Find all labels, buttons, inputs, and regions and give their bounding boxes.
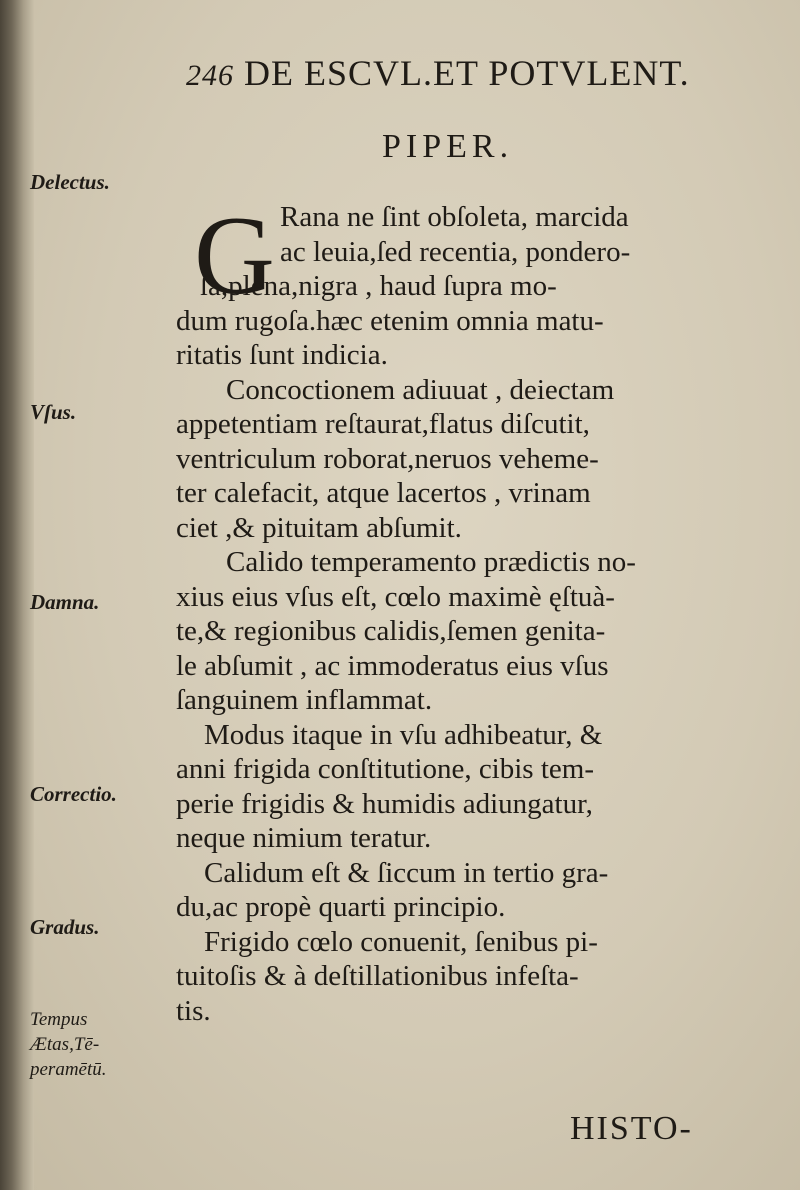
text-line: ac leuia,ſed recentia, pondero-: [280, 235, 631, 268]
margin-note-correctio: Correctio.: [30, 782, 117, 806]
page-gutter: [0, 0, 34, 1190]
text-line: xius eius vſus eſt, cœlo maximè ęſtuà-: [176, 580, 615, 613]
body-text: [176, 194, 736, 1028]
text-line: ventriculum roborat,neruos veheme-: [176, 442, 599, 475]
text-line: perie frigidis & humidis adiungatur,: [176, 787, 593, 820]
text-line: ritatis ſunt indicia.: [176, 339, 388, 371]
margin-note-gradus: Gradus.: [30, 915, 100, 939]
text-line: du,ac propè quarti principio.: [176, 891, 506, 923]
text-line: Frigido cœlo conuenit, ſenibus pi-: [204, 925, 598, 958]
text-line: ſa,plena,nigra , haud ſupra mo-: [200, 270, 557, 302]
drop-cap: G: [194, 194, 275, 318]
margin-note-temperamentum: peramētū.: [30, 1059, 107, 1080]
catchword: HISTO-: [570, 1110, 693, 1147]
text-line: neque nimium teratur.: [176, 822, 432, 854]
margin-note-usus: Vſus.: [30, 400, 77, 424]
text-line: ciet ,& pituitam abſumit.: [176, 511, 462, 544]
text-line: te,& regionibus calidis,ſemen genita-: [176, 615, 606, 647]
text-line: ter calefacit, atque lacertos , vrinam: [176, 477, 591, 509]
running-title: DE ESCVL.ET POTVLENT.: [244, 53, 690, 93]
text-line: ſanguinem inflammat.: [176, 684, 433, 716]
text-line: appetentiam reſtaurat,flatus diſcutit,: [176, 408, 590, 440]
margin-note-delectus: Delectus.: [30, 170, 110, 194]
text-line: le abſumit , ac immoderatus eius vſus: [176, 649, 609, 682]
text-line: Calidum eſt & ſiccum in tertio gra-: [204, 856, 609, 889]
text-line: Rana ne ſint obſoleta, marcida: [280, 201, 629, 233]
page-number: 246: [186, 59, 234, 92]
text-line: dum rugoſa.hæc etenim omnia matu-: [176, 304, 604, 337]
text-line: tuitoſis & à deſtillationibus infeſta-: [176, 960, 579, 992]
margin-note-damna: Damna.: [30, 590, 100, 614]
section-title: PIPER.: [382, 128, 514, 165]
text-line: anni frigida conſtitutione, cibis tem-: [176, 753, 594, 785]
text-line: Modus itaque in vſu adhibeatur, &: [204, 718, 603, 751]
text-line: tis.: [176, 994, 211, 1027]
margin-note-tempus: Tempus: [30, 1009, 88, 1030]
text-line: Concoctionem adiuuat , deiectam: [226, 373, 615, 406]
text-line: Calido temperamento prædictis no-: [226, 546, 636, 578]
margin-note-aetas: Ætas,Tē-: [30, 1034, 100, 1055]
running-header: [186, 52, 746, 94]
